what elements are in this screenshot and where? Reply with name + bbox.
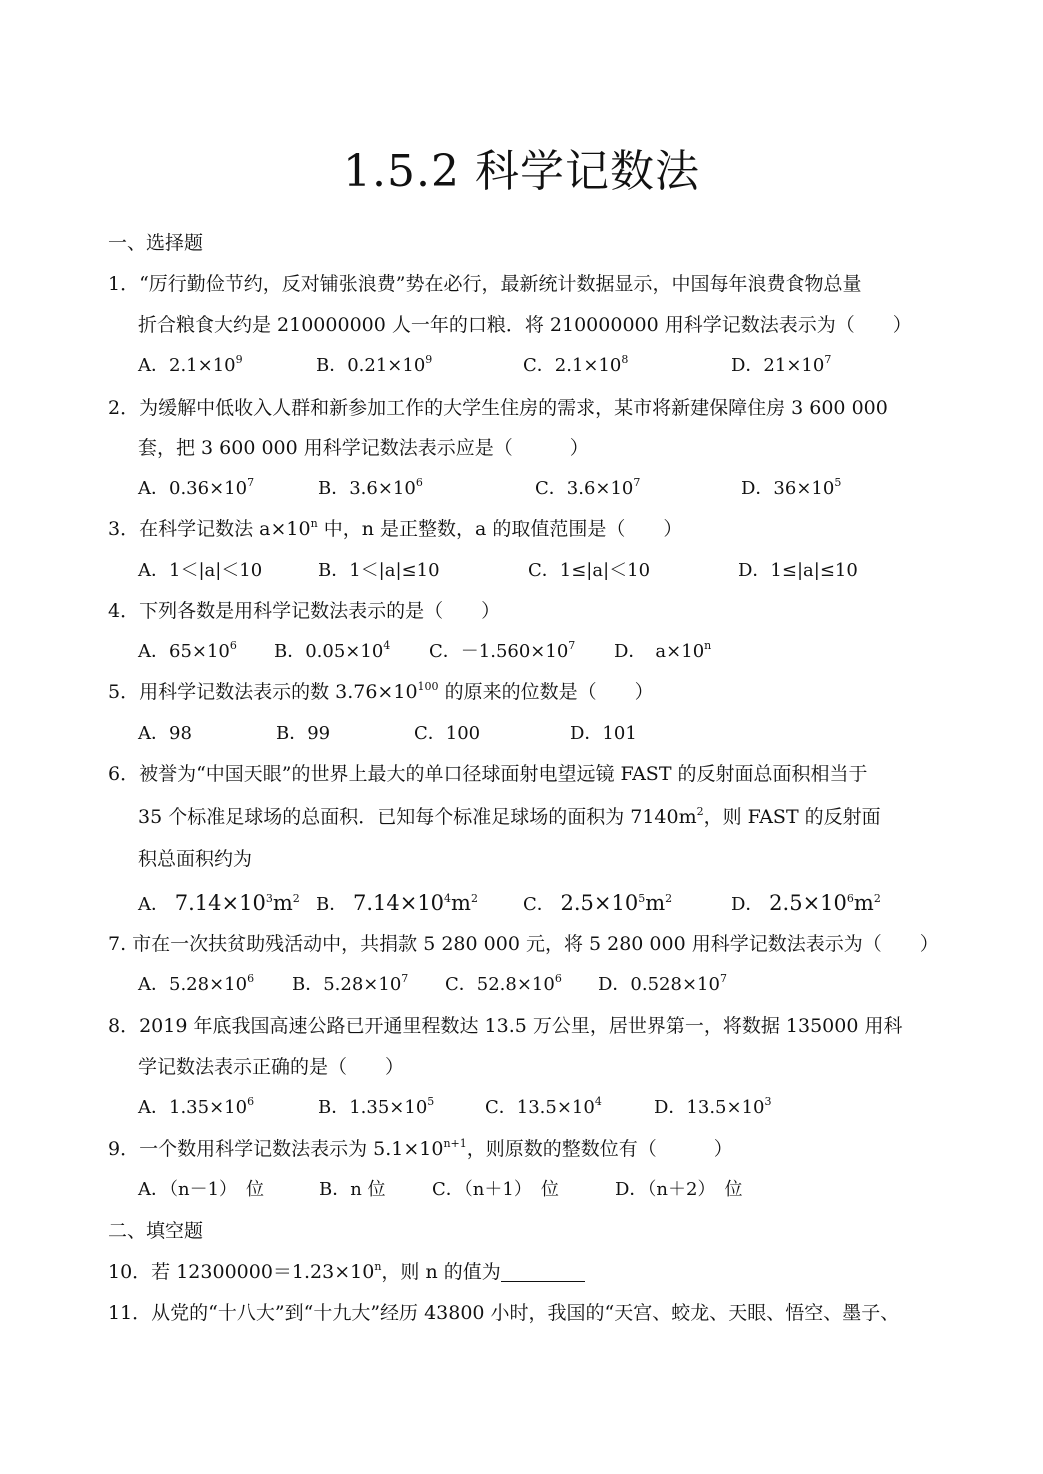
question-6-line-1: 6．被誉为“中国天眼”的世界上最大的单口径球面射电望远镜 FAST 的反射面总面积相当于 [108,763,868,785]
question-2-line-1: 2．为缓解中低收入人群和新参加工作的大学生住房的需求，某市将新建保障住房 3 600 000 [108,397,888,419]
option-d[interactable]: D．$36\times 10^5$ [741,476,842,499]
question-8-line-2: 学记数法表示正确的是（ ） [138,1056,405,1078]
option-a[interactable]: A．98 [138,723,192,744]
option-d[interactable]: D．1≤|a|≤10 [738,560,858,581]
option-d[interactable]: D．101 [570,723,637,744]
question-1-options [138,352,963,380]
option-d[interactable]: D．$0.528\times 10^7$ [598,972,727,995]
option-a[interactable]: A．$1.35\times 10^6$ [138,1095,255,1118]
option-c[interactable]: C．$2.1\times 10^8$ [523,353,629,376]
answer-blank[interactable] [501,1259,585,1282]
option-a[interactable]: A．（n－1） 位 [138,1179,265,1200]
option-c[interactable]: C．$-1.560\times 10^7$ [429,639,576,662]
option-b[interactable]: B．$0.21\times 10^9$ [316,353,433,376]
option-b[interactable]: B．$0.05\times 10^4$ [274,639,391,662]
question-9-line-1: 9．一个数用科学记数法表示为 $5.1\times 10^{n+1}$，则原数的整数位有（ ） [108,1137,733,1160]
question-7-options [138,971,963,999]
option-a[interactable]: A．$2.1\times 10^9$ [138,353,243,376]
question-10-line-1: 10．若 $12300000=1.23\times 10^n$，则 n 的值为 [108,1258,943,1286]
option-c[interactable]: C．（n＋1） 位 [432,1179,559,1200]
option-c[interactable]: C． $2.5\times 10^5m^2$ [523,891,673,915]
option-d[interactable]: D． $a\times 10^n$ [614,639,712,662]
option-b[interactable]: B．99 [276,723,331,744]
question-4-line-1: 4．下列各数是用科学记数法表示的是（ ） [108,600,501,622]
option-b[interactable]: B．$1.35\times 10^5$ [318,1095,435,1118]
question-3-line-1: 3．在科学记数法 $a\times 10^n$ 中，n 是正整数，a 的取值范围是（ ） [108,517,683,540]
question-2-options [138,475,963,503]
option-c[interactable]: C．$13.5\times 10^4$ [485,1095,602,1118]
option-a[interactable]: A． $7.14\times 10^3m^2$ [138,891,300,915]
question-8-line-1: 8．2019 年底我国高速公路已开通里程数达 13.5 万公里，居世界第一，将数据 135000 用科 [108,1015,903,1037]
question-1-line-2: 折合粮食大约是 210000000 人一年的口粮．将 210000000 用科学记数法表示为（ ） [138,314,912,336]
question-3-options [138,557,963,585]
option-d[interactable]: D．$21\times 10^7$ [731,353,832,376]
section-heading-choice: 一、选择题 [108,232,204,254]
page-title: 1.5.2 科学记数法 [343,146,700,197]
question-2-line-2: 套，把 3 600 000 用科学记数法表示应是（ ） [138,437,589,459]
option-a[interactable]: A．$65\times 10^6$ [138,639,237,662]
option-b[interactable]: B．$5.28\times 10^7$ [292,972,409,995]
question-6-options [138,889,963,917]
option-d[interactable]: D．$13.5\times 10^3$ [654,1095,772,1118]
question-1-line-1: 1．“厉行勤俭节约，反对铺张浪费”势在必行，最新统计数据显示，中国每年浪费食物总量 [108,273,862,295]
option-a[interactable]: A．$0.36\times 10^7$ [138,476,255,499]
option-c[interactable]: C．$3.6\times 10^7$ [535,476,641,499]
question-5-line-1: 5．用科学记数法表示的数 $3.76\times 10^{100}$ 的原来的位数是（ ） [108,680,654,703]
option-a[interactable]: A．1＜|a|＜10 [138,560,263,581]
question-11-line-1: 11．从党的“十八大”到“十九大”经历 43800 小时，我国的“天宫、蛟龙、天眼、悟空、墨子、 [108,1302,900,1324]
question-9-options [138,1176,963,1204]
question-4-options [138,638,963,666]
section-heading-fill: 二、填空题 [108,1220,204,1242]
option-b[interactable]: B．1＜|a|≤10 [318,560,440,581]
option-b[interactable]: B．$3.6\times 10^6$ [318,476,423,499]
option-c[interactable]: C．$52.8\times 10^6$ [445,972,562,995]
option-c[interactable]: C．100 [414,723,481,744]
question-7-line-1: 7. 市在一次扶贫助残活动中，共捐款 5 280 000 元，将 5 280 000 用科学记数法表示为（ ） [108,933,939,955]
question-6-line-3: 积总面积约为 [138,848,253,870]
question-8-options [138,1094,963,1122]
option-c[interactable]: C．1≤|a|＜10 [528,560,651,581]
option-b[interactable]: B．n 位 [319,1179,386,1200]
question-6-line-2: 35 个标准足球场的总面积．已知每个标准足球场的面积为 $7140m^2$，则 FAST 的反射面 [138,805,881,828]
option-d[interactable]: D． $2.5\times 10^6m^2$ [731,891,881,915]
question-5-options [138,720,963,748]
option-b[interactable]: B． $7.14\times 10^4m^2$ [316,891,478,915]
option-a[interactable]: A．$5.28\times 10^6$ [138,972,255,995]
option-d[interactable]: D．（n＋2） 位 [615,1179,743,1200]
